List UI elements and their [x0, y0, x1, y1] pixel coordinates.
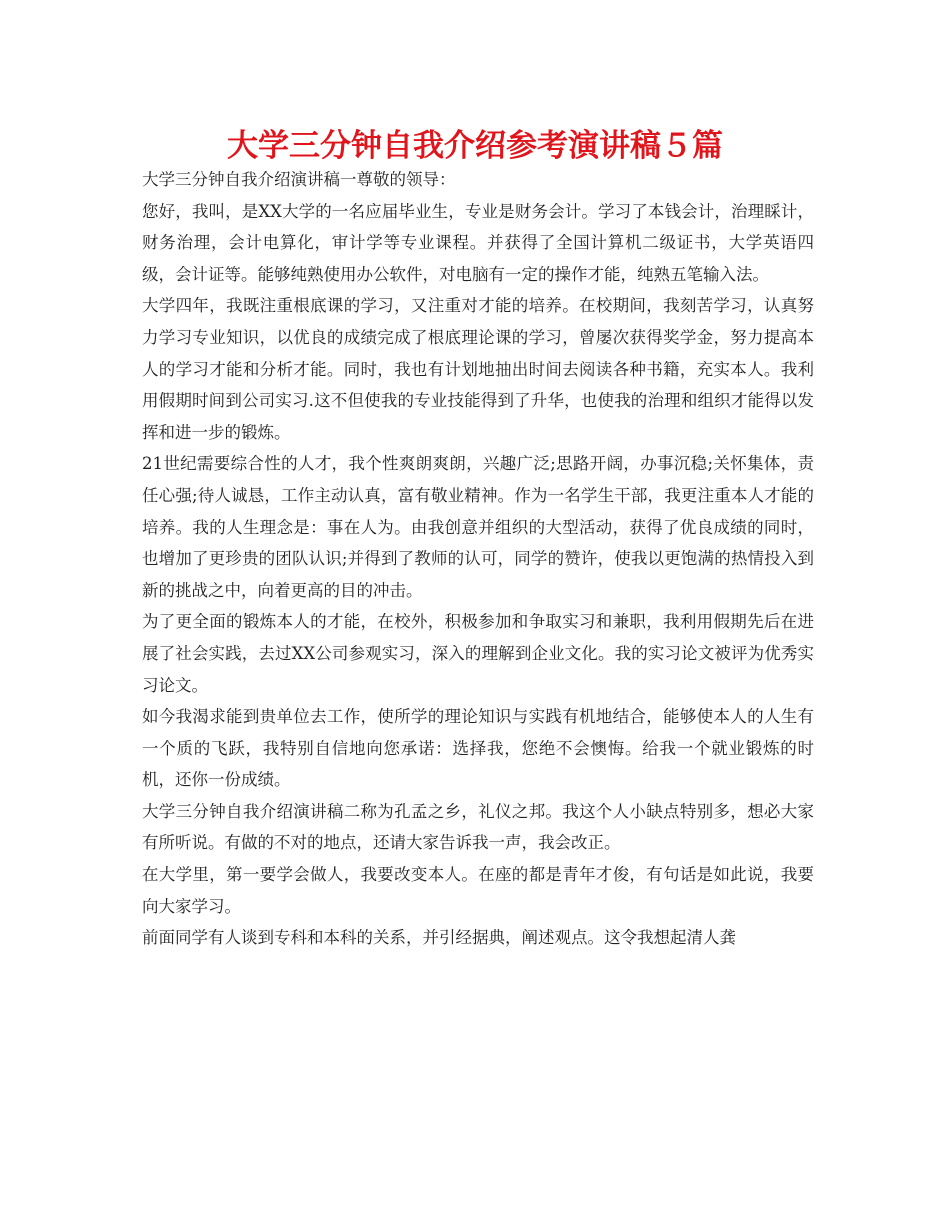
paragraph: 为了更全面的锻炼本人的才能，在校外，积极参加和争取实习和兼职，我利用假期先后在进展了社会实践，去过XX公司参观实习，深入的理解到企业文化。我的实习论文被评为优秀实习论文。	[142, 612, 814, 695]
paragraph: 前面同学有人谈到专科和本科的关系，并引经据典，阐述观点。这令我想起清人龚	[142, 928, 736, 948]
paragraph: 大学四年，我既注重根底课的学习，又注重对才能的培养。在校期间，我刻苦学习，认真努力学习专业知识，以优良的成绩完成了根底理论课的学习，曾屡次获得奖学金，努力提高本人的学习才能和分析才能。同时，我也有计划地抽出时间去阅读各种书籍，充实本人。我利用假期时间到公司实习.这不但使我的专业技能得到了升华，也使我的治理和组织才能得以发挥和进一步的锻炼。	[142, 296, 814, 442]
paragraph: 大学三分钟自我介绍演讲稿一尊敬的领导：	[142, 170, 456, 189]
paragraph: 大学三分钟自我介绍演讲稿二称为孔孟之乡，礼仪之邦。我这个人小缺点特别多，想必大家有所听说。有做的不对的地点，还请大家告诉我一声，我会改正。	[142, 801, 814, 853]
paragraph: 如今我渴求能到贵单位去工作，使所学的理论知识与实践有机地结合，能够使本人的人生有一个质的飞跃，我特别自信地向您承诺：选择我，您绝不会懊悔。给我一个就业锻炼的时机，还你一份成绩。	[142, 707, 814, 790]
document-title: 大学三分钟自我介绍参考演讲稿５篇	[227, 128, 723, 164]
paragraph: 21世纪需要综合性的人才，我个性爽朗爽朗，兴趣广泛;思路开阔，办事沉稳;关怀集体，责任心强;待人诚恳，工作主动认真，富有敬业精神。作为一名学生干部，我更注重本人才能的培养。我的人生理念是：事在人为。由我创意并组织的大型活动，获得了优良成绩的同时，也增加了更珍贵的团队认识;并得到了教师的认可，同学的赞许，使我以更饱满的热情投入到新的挑战之中，向着更高的目的冲击。	[142, 454, 814, 600]
document-body	[142, 164, 814, 954]
paragraph: 在大学里，第一要学会做人，我要改变本人。在座的都是青年才俊，有句话是如此说，我要向大家学习。	[142, 865, 814, 916]
paragraph: 您好，我叫，是XX大学的一名应届毕业生，专业是财务会计。学习了本钱会计，治理睬计，财务治理，会计电算化，审计学等专业课程。并获得了全国计算机二级证书，大学英语四级，会计证等。能够纯熟使用办公软件，对电脑有一定的操作才能，纯熟五笔输入法。	[142, 201, 814, 284]
